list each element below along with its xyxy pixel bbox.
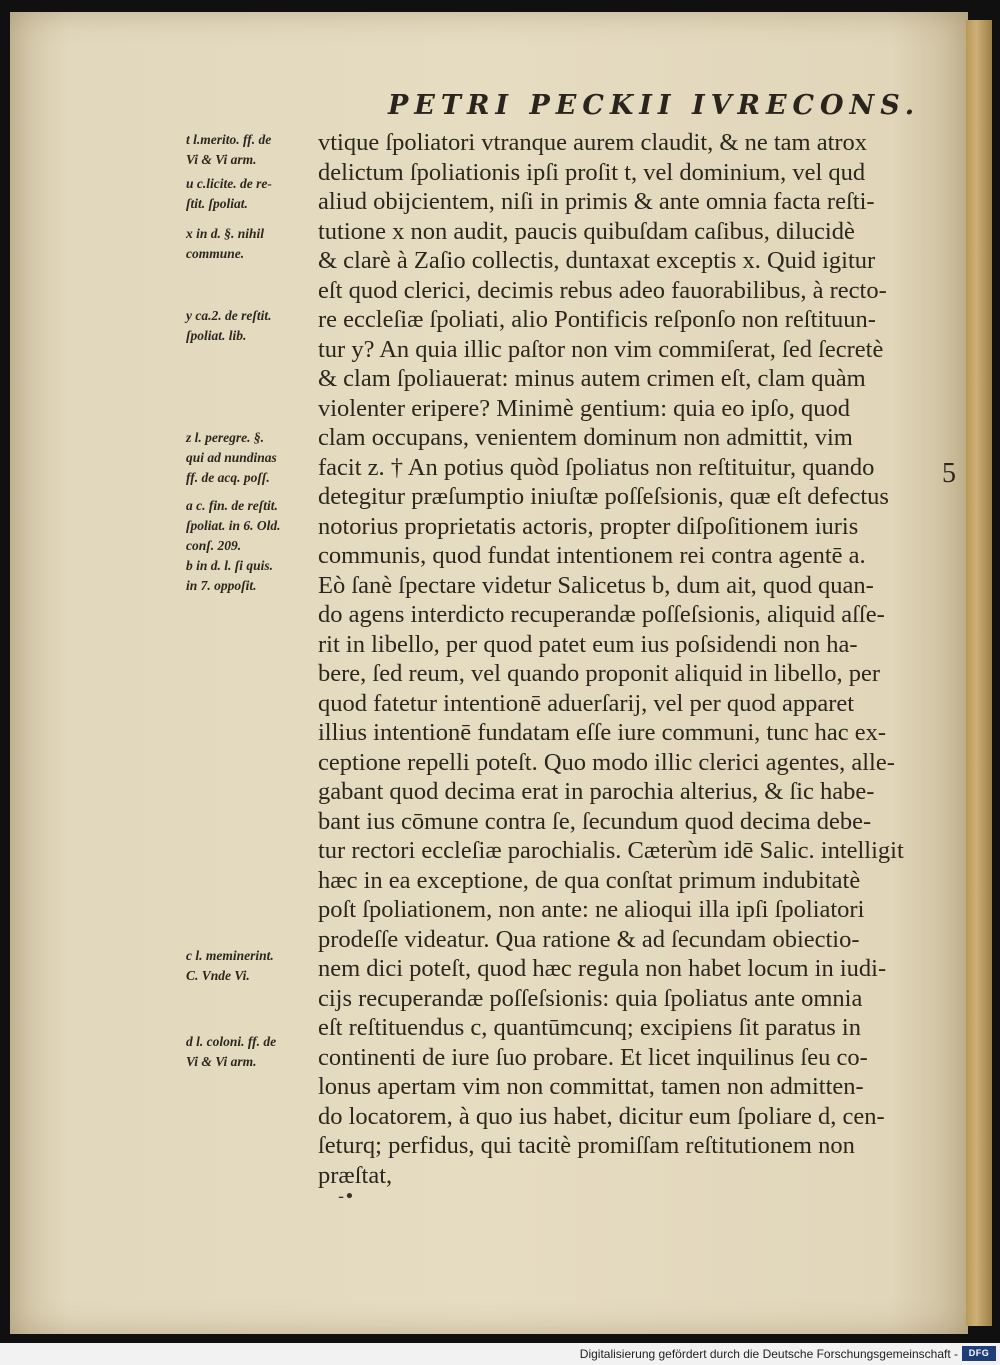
text-line: præſtat, xyxy=(318,1161,393,1189)
text-line: continenti de iure ſuo probare. Et licet inquilinus ſeu co- xyxy=(318,1043,868,1071)
page-edge xyxy=(966,20,992,1326)
margin-note-line: a c. fin. de reſtit. xyxy=(186,498,278,513)
ink-mark: -• xyxy=(338,1186,355,1207)
text-line: violenter eripere? Minimè gentium: quia eo ipſo, quod xyxy=(318,394,851,422)
margin-note xyxy=(186,130,336,170)
margin-note-line: in 7. oppoſit. xyxy=(186,578,257,593)
text-line: poſt ſpoliationem, non ante: ne alioqui illa ipſi ſpoliatori xyxy=(318,896,865,923)
footer-credit: Digitalisierung gefördert durch die Deutsche Forschungsgemeinschaft - xyxy=(579,1347,958,1361)
text-line: ceptione repelli poteſt. Quo modo illic clerici agentes, alle- xyxy=(318,748,895,776)
text-line: vtique ſpoliatori vtranque aurem claudit, & ne tam atrox xyxy=(318,129,868,156)
text-line: Eò ſanè ſpectare videtur Salicetus b, dum ait, quod quan- xyxy=(318,571,874,599)
margin-note-line: b in d. l. ſi quis. xyxy=(186,558,274,573)
running-head: PETRI PECKII IVRECONS. xyxy=(388,90,921,121)
text-line: eſt quod clerici, decimis rebus adeo fauorabilibus, à recto- xyxy=(318,276,887,304)
margin-note xyxy=(186,306,336,346)
text-line: & clam ſpoliauerat: minus autem crimen eſt, clam quàm xyxy=(318,365,866,392)
text-line: facit z. † An potius quòd ſpoliatus non reſtituitur, quando xyxy=(318,453,875,481)
margin-note-line: qui ad nundinas xyxy=(186,450,277,465)
margin-note-line: x in d. §. nihil xyxy=(186,226,265,241)
text-line: tur y? An quia illic paſtor non vim commiſerat, ſed ſecretè xyxy=(318,335,884,363)
margin-note-line: ſpoliat. lib. xyxy=(186,328,247,343)
text-line: bant ius cōmune contra ſe, ſecundum quod decima debe- xyxy=(318,807,872,835)
margin-note xyxy=(186,1032,336,1072)
text-line: prodeſſe videatur. Qua ratione & ad ſecundam obiectio- xyxy=(318,925,860,953)
margin-note xyxy=(186,428,336,488)
text-line: delictum ſpoliationis ipſi proſit t, vel dominium, vel qud xyxy=(318,158,866,186)
text-line: tutione x non audit, paucis quibuſdam caſibus, dilucidè xyxy=(318,217,855,245)
margin-note-line: Vi & Vi arm. xyxy=(186,152,257,167)
text-line: eſt reſtituendus c, quantūmcunq; excipiens ſit paratus in xyxy=(318,1014,861,1041)
text-line: illius intentionē fundatam eſſe iure communi, tunc hac ex- xyxy=(318,719,887,746)
margin-note-line: conſ. 209. xyxy=(186,538,242,553)
text-line: ſeturq; perfidus, qui tacitè promiſſam reſtitutionem non xyxy=(318,1132,855,1159)
gathering-signature: 5 xyxy=(942,458,956,489)
text-line: lonus apertam vim non committat, tamen non admitten- xyxy=(318,1073,864,1100)
text-line: aliud obijcientem, niſi in primis & ante omnia facta reſti- xyxy=(318,188,875,215)
text-line: gabant quod decima erat in parochia alterius, & ſic habe- xyxy=(318,778,875,805)
text-line: clam occupans, venientem dominum non admittit, vim xyxy=(318,424,853,451)
margin-note-line: ſtit. ſpoliat. xyxy=(186,196,248,211)
margin-note-line: C. Vnde Vi. xyxy=(186,968,250,983)
text-line: & clarè à Zaſio collectis, duntaxat exceptis x. Quid igitur xyxy=(318,247,876,274)
text-line: bere, ſed reum, vel quando proponit aliquid in libello, per xyxy=(318,660,880,687)
text-line: re eccleſiæ ſpoliati, alio Pontificis reſponſo non reſtituun- xyxy=(318,306,876,333)
text-line: tur rectori eccleſiæ parochialis. Cæterùm idē Salic. intelligit xyxy=(318,837,904,864)
body-text xyxy=(318,128,954,1190)
dfg-logo-icon: DFG xyxy=(962,1346,996,1361)
margin-note-line: d l. coloni. ff. de xyxy=(186,1034,277,1049)
text-line: nem dici poteſt, quod hæc regula non habet locum in iudi- xyxy=(318,955,887,982)
text-line: notorius proprietatis actoris, propter diſpoſitionem iuris xyxy=(318,512,859,540)
margin-note xyxy=(186,946,336,986)
margin-note xyxy=(186,556,336,596)
text-line: do agens interdicto recuperandæ poſſeſsionis, aliquid aſſe- xyxy=(318,601,885,628)
margin-note-line: commune. xyxy=(186,246,245,261)
text-line: detegitur præſumptio iniuſtæ poſſeſsionis, quæ eſt defectus xyxy=(318,483,889,510)
margin-note-line: ff. de acq. poſſ. xyxy=(186,470,270,485)
margin-note-line: u c.licite. de re- xyxy=(186,176,272,191)
text-line: quod fatetur intentionē aduerſarij, vel per quod apparet xyxy=(318,689,855,717)
margin-note-line: y ca.2. de reſtit. xyxy=(186,308,272,323)
margin-note-line: c l. meminerint. xyxy=(186,948,274,963)
text-line: rit in libello, per quod patet eum ius poſsidendi non ha- xyxy=(318,630,858,658)
margin-note-line: ſpoliat. in 6. Old. xyxy=(186,518,281,533)
margin-note xyxy=(186,224,336,264)
text-line: do locatorem, à quo ius habet, dicitur eum ſpoliare d, cen- xyxy=(318,1102,885,1130)
margin-note-line: z l. peregre. §. xyxy=(186,430,264,445)
text-line: communis, quod fundat intentionem rei contra agentē a. xyxy=(318,542,866,569)
text-line: cijs recuperandæ poſſeſsionis: quia ſpoliatus ante omnia xyxy=(318,984,863,1012)
margin-note xyxy=(186,496,336,556)
margin-note-line: Vi & Vi arm. xyxy=(186,1054,257,1069)
margin-note xyxy=(186,174,336,214)
footer-bar xyxy=(0,1343,1000,1365)
text-line: hæc in ea exceptione, de qua conſtat primum indubitatè xyxy=(318,866,861,894)
margin-note-line: t l.merito. ff. de xyxy=(186,132,272,147)
